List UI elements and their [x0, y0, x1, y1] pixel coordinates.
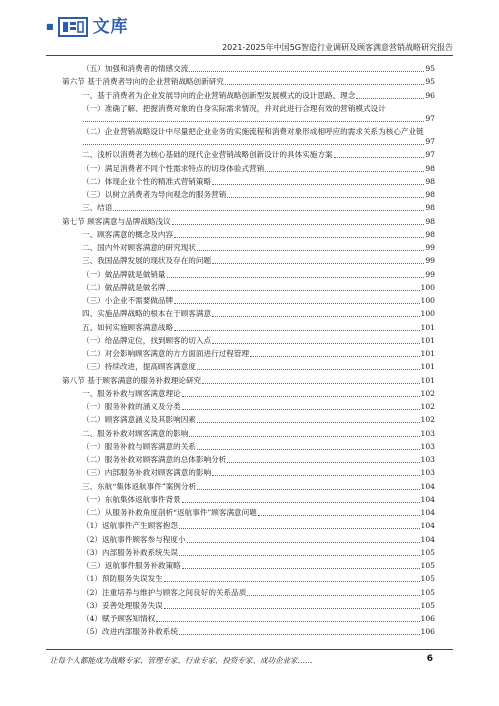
toc-entry-page: 106 — [420, 614, 435, 623]
toc-entry[interactable] — [62, 256, 435, 266]
toc-entry-page: 99 — [425, 256, 435, 266]
toc-entry[interactable] — [62, 455, 435, 465]
table-of-contents — [62, 64, 435, 641]
toc-entry[interactable] — [62, 270, 435, 280]
toc-entry[interactable] — [62, 508, 435, 518]
toc-entry-page: 98 — [425, 190, 435, 199]
toc-leader-dots — [227, 197, 424, 198]
toc-entry[interactable] — [62, 177, 435, 187]
toc-entry[interactable] — [62, 296, 435, 306]
toc-leader-dots — [156, 621, 419, 622]
toc-leader-dots — [356, 98, 424, 99]
toc-leader-dots — [167, 277, 425, 278]
toc-entry-title: （二）做品牌就是做名牌 — [82, 282, 166, 292]
toc-entry-title: （三）小企业不需要做品牌 — [82, 296, 174, 305]
toc-entry-title: （2）注重培养与维护与顾客之间良好的关系品质 — [82, 587, 247, 597]
toc-entry-title: （二）对会影响顾客满意的方方面面进行过程管理 — [82, 349, 250, 358]
toc-entry-title: （三）以树立消费者为导向观念的服务营销 — [82, 190, 227, 199]
footer-divider — [46, 649, 453, 650]
toc-entry[interactable] — [62, 614, 435, 624]
toc-entry-title: 三、我国品牌发展的现状及存在的问题 — [82, 256, 212, 266]
toc-entry[interactable] — [62, 243, 435, 253]
toc-entry[interactable] — [62, 190, 435, 200]
toc-entry[interactable] — [62, 230, 435, 240]
toc-entry-page: 103 — [420, 455, 435, 464]
toc-entry-page: 104 — [420, 481, 435, 491]
toc-entry-page: 98 — [425, 163, 435, 173]
logo-dot-icon: ■ — [46, 22, 54, 31]
toc-entry[interactable] — [62, 64, 435, 74]
toc-entry-title: 一、基于消费者为企业发展导向的企业营销战略创新型发展模式的设计思路、理念 — [82, 90, 356, 100]
toc-entry[interactable] — [62, 574, 435, 584]
toc-entry-title: （3）妥善处理服务失误 — [82, 600, 163, 610]
toc-entry-page: 104 — [420, 534, 435, 544]
toc-entry[interactable] — [62, 402, 435, 412]
toc-leader-dots — [174, 303, 419, 304]
toc-entry-title: （二）服务补救对顾客满意的总体影响分析 — [82, 455, 227, 464]
toc-entry[interactable] — [62, 495, 435, 505]
toc-leader-dots — [179, 634, 420, 635]
toc-leader-dots — [179, 528, 420, 529]
toc-entry-title: （二）从服务补救角度剖析“返航事件”顾客满意问题 — [82, 508, 257, 517]
logo-text: 文库 — [92, 16, 129, 37]
toc-entry-page: 101 — [420, 322, 435, 332]
toc-entry-title: 三、东航“集体返航事件”案例分析 — [82, 481, 197, 491]
toc-entry-title: （三）持续改进，提高顾客满意度 — [82, 362, 196, 372]
toc-leader-dots — [182, 568, 420, 569]
toc-entry-title: 二、服务补救对顾客满意的影响 — [82, 428, 189, 438]
toc-entry-page: 103 — [420, 441, 435, 451]
toc-entry[interactable] — [62, 164, 435, 174]
toc-entry[interactable] — [62, 561, 435, 571]
toc-leader-dots — [167, 290, 420, 291]
page-header — [0, 0, 499, 60]
toc-entry-title: （一）做品牌就是做销量 — [82, 269, 166, 279]
toc-entry-page: 101 — [420, 375, 435, 385]
toc-entry-page: 101 — [420, 335, 435, 345]
toc-entry-title: 二、浅析以消费者为核心基础的现代企业营销战略创新设计的具体实施方案 — [82, 150, 333, 160]
toc-entry-title: 一、服务补救与顾客满意理论 — [82, 388, 181, 398]
logo-mark-icon — [58, 16, 88, 38]
toc-entry-title: （三）内部服务补救对顾客满意的影响 — [82, 468, 212, 478]
toc-entry[interactable] — [62, 77, 435, 87]
toc-entry-title: （5）改进内部服务补救系统 — [82, 627, 178, 637]
toc-leader-dots — [212, 475, 419, 476]
toc-entry-page: 98 — [425, 229, 435, 239]
toc-entry[interactable] — [62, 482, 435, 492]
toc-entry-page: 101 — [420, 362, 435, 372]
toc-entry-page: 102 — [420, 388, 435, 398]
footer-slogan: 让每个人都能成为战略专家、管理专家、行业专家、投资专家、成功企业家…… — [50, 656, 313, 665]
toc-entry-page: 106 — [420, 627, 435, 637]
toc-entry-page: 95 — [425, 77, 435, 87]
toc-entry-page: 97 — [425, 113, 435, 123]
toc-entry-page: 104 — [420, 508, 435, 517]
toc-leader-dots — [113, 210, 424, 211]
toc-leader-dots — [202, 383, 419, 384]
toc-leader-dots — [227, 462, 419, 463]
toc-entry-page: 95 — [425, 64, 435, 73]
toc-leader-dots — [164, 608, 420, 609]
toc-entry-page: 103 — [420, 428, 435, 438]
toc-entry-title: （4）赋予顾客知情权 — [82, 614, 156, 623]
toc-leader-dots — [212, 343, 419, 344]
toc-entry[interactable] — [62, 323, 435, 333]
toc-leader-dots — [182, 502, 420, 503]
toc-entry[interactable] — [62, 309, 435, 319]
toc-leader-dots — [212, 316, 419, 317]
toc-entry-title: 二、国内外对顾客满意的研究现状 — [82, 243, 196, 252]
toc-entry[interactable] — [62, 362, 435, 372]
toc-entry-page: 100 — [420, 309, 435, 319]
toc-entry-title: （一）服务补救与顾客满意的关系 — [82, 441, 196, 451]
wenku-logo — [46, 16, 129, 38]
toc-entry-title: （一）准确了解、把握消费对象的自身实际需求情况，并对此进行合理有效的营销模式设计 — [82, 103, 386, 113]
toc-entry-title: （二）体现企业个性的精准式营销策略 — [82, 176, 212, 186]
toc-entry-title: 一、顾客满意的概念及内容 — [82, 229, 174, 239]
toc-entry[interactable] — [62, 203, 435, 213]
toc-entry-title: （五）加强和消费者的情感交流 — [82, 64, 189, 73]
toc-entry-title: （2）返航事件顾客参与程度小 — [82, 534, 186, 544]
toc-entry-page: 105 — [420, 600, 435, 610]
toc-entry-title: （一）东航集体返航事件背景 — [82, 494, 181, 504]
toc-entry[interactable] — [62, 535, 435, 545]
toc-leader-dots — [197, 449, 420, 450]
toc-entry[interactable] — [62, 336, 435, 346]
toc-entry[interactable] — [62, 389, 435, 399]
toc-entry-page: 105 — [420, 587, 435, 597]
toc-entry-title: （1）返航事件产生顾客抱怨 — [82, 521, 178, 531]
toc-leader-dots — [83, 121, 424, 122]
toc-entry[interactable] — [62, 548, 435, 558]
toc-entry-page: 98 — [425, 216, 435, 226]
toc-entry-page: 102 — [420, 402, 435, 411]
toc-entry[interactable] — [62, 376, 435, 386]
toc-leader-dots — [265, 171, 424, 172]
toc-leader-dots — [174, 237, 424, 238]
toc-entry-page: 97 — [425, 137, 435, 146]
toc-leader-dots — [197, 489, 419, 490]
toc-entry-page: 98 — [425, 203, 435, 213]
toc-entry[interactable] — [62, 415, 435, 425]
toc-entry-page: 103 — [420, 468, 435, 478]
toc-leader-dots — [250, 356, 419, 357]
toc-entry-title: 第六节 基于消费者导向的企业营销战略创新研究 — [62, 77, 224, 87]
toc-entry-title: 第七节 顾客满意与品牌战略浅议 — [62, 216, 171, 226]
toc-entry-title: 三、结语 — [82, 203, 113, 213]
document-title: 2021-2025年中国5G智造行业调研及顾客满意营销战略研究报告 — [222, 43, 453, 52]
toc-entry[interactable] — [62, 91, 435, 101]
toc-leader-dots — [197, 250, 424, 251]
toc-entry-page: 100 — [420, 282, 435, 292]
toc-entry[interactable] — [62, 442, 435, 452]
toc-entry[interactable] — [62, 627, 435, 637]
toc-entry-title: （二）企业营销战略设计中尽量把企业业务的实施流程和消费对象形成相呼应的需求关系为核心产业链 — [82, 127, 424, 136]
toc-entry[interactable] — [62, 429, 435, 439]
toc-leader-dots — [225, 84, 424, 85]
header-divider — [46, 55, 453, 56]
toc-entry-title: 四、实施品牌战略的根本在于顾客满意 — [82, 309, 212, 319]
toc-leader-dots — [182, 409, 420, 410]
toc-entry-title: （一）满足消费者不同个性需求特点的切身体验式营销 — [82, 163, 265, 173]
toc-leader-dots — [197, 422, 420, 423]
toc-leader-dots — [189, 436, 419, 437]
toc-entry-title: （1）预防服务失误发生 — [82, 574, 163, 584]
toc-leader-dots — [164, 581, 420, 582]
toc-entry-page: 104 — [420, 494, 435, 504]
toc-leader-dots — [172, 224, 425, 225]
toc-entry[interactable] — [62, 601, 435, 611]
toc-leader-dots — [212, 184, 424, 185]
toc-entry-page: 96 — [425, 90, 435, 100]
toc-entry-page: 104 — [420, 521, 435, 531]
toc-leader-dots — [334, 157, 425, 158]
toc-entry-title: （3）内部服务补救系统失误 — [82, 547, 178, 557]
toc-entry-title: （一）给品牌定位，找到顾客的切入点 — [82, 335, 212, 345]
toc-entry-page: 105 — [420, 547, 435, 557]
toc-leader-dots — [189, 71, 424, 72]
toc-entry[interactable] — [62, 150, 435, 160]
toc-entry-page: 99 — [425, 269, 435, 279]
toc-entry[interactable] — [62, 588, 435, 598]
toc-entry[interactable] — [62, 127, 435, 147]
toc-leader-dots — [247, 595, 419, 596]
toc-entry-page: 105 — [420, 561, 435, 570]
page-number: 6 — [426, 654, 433, 664]
toc-entry-page: 105 — [420, 574, 435, 584]
toc-leader-dots — [174, 330, 419, 331]
toc-entry[interactable] — [62, 217, 435, 227]
toc-entry[interactable] — [62, 104, 435, 124]
toc-entry-title: 第八节 基于顾客满意的服务补救理论研究 — [62, 375, 202, 385]
toc-entry[interactable] — [62, 521, 435, 531]
toc-entry-page: 98 — [425, 176, 435, 186]
toc-leader-dots — [258, 515, 420, 516]
toc-leader-dots — [197, 369, 420, 370]
toc-entry-title: 五、如何实施顾客满意战略 — [82, 322, 174, 332]
toc-entry-title: （三）返航事件服务补救策略 — [82, 561, 181, 570]
toc-entry-title: （二）顾客满意涵义及其影响因素 — [82, 415, 196, 425]
toc-entry-title: （一）服务补救的涵义及分类 — [82, 402, 181, 411]
toc-entry[interactable] — [62, 468, 435, 478]
toc-entry[interactable] — [62, 349, 435, 359]
toc-leader-dots — [187, 542, 420, 543]
toc-entry-page: 99 — [425, 243, 435, 252]
toc-entry-page: 97 — [425, 150, 435, 160]
toc-entry-page: 100 — [420, 296, 435, 305]
toc-entry-page: 102 — [420, 415, 435, 425]
toc-entry-page: 101 — [420, 349, 435, 358]
toc-leader-dots — [83, 144, 424, 145]
toc-leader-dots — [212, 263, 424, 264]
toc-leader-dots — [182, 396, 420, 397]
toc-leader-dots — [179, 555, 420, 556]
toc-entry[interactable] — [62, 283, 435, 293]
